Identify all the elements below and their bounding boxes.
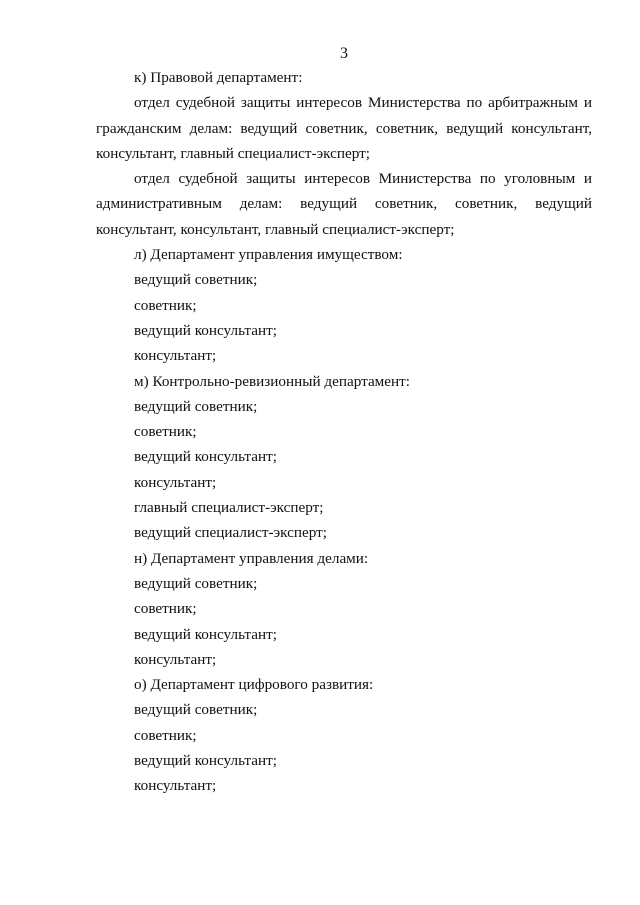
section-heading-audit: м) Контрольно-ревизионный департамент: (134, 372, 411, 390)
paragraph-criminal-dept: отдел судебной защиты интересов Министерства по уголовным и административным делам: ведущий советник, советник, ведущий консультант, консультант, главный специалист-эксперт; (96, 170, 592, 238)
list-item: ведущий советник; (134, 701, 258, 719)
list-item: ведущий консультант; (134, 321, 277, 339)
list-item: консультант; (134, 777, 217, 795)
page-number: 3 (340, 45, 348, 62)
list-item: консультант; (134, 347, 217, 365)
paragraph-arbitration-dept: отдел судебной защиты интересов Министерства по арбитражным и гражданским делам: ведущий советник, советник, ведущий консультант, консультант, главный специалист-эксперт; (96, 94, 592, 162)
list-item: консультант; (134, 650, 217, 668)
list-item: ведущий консультант; (134, 448, 277, 466)
list-item: ведущий советник; (134, 397, 258, 415)
list-item: советник; (134, 600, 197, 618)
section-heading-property: л) Департамент управления имуществом: (134, 246, 403, 264)
list-item: ведущий советник; (134, 271, 258, 289)
section-heading-legal: к) Правовой департамент: (134, 69, 303, 86)
list-item: ведущий специалист-эксперт; (134, 524, 327, 542)
list-item: ведущий советник; (134, 574, 258, 592)
document-body (96, 65, 592, 799)
list-item: советник; (134, 726, 197, 744)
section-heading-administration: н) Департамент управления делами: (134, 549, 369, 567)
list-item: ведущий консультант; (134, 752, 277, 770)
list-item: главный специалист-эксперт; (134, 499, 324, 517)
list-item: советник; (134, 296, 197, 314)
section-heading-digital: о) Департамент цифрового развития: (134, 676, 374, 694)
list-item: советник; (134, 423, 197, 441)
list-item: консультант; (134, 473, 217, 491)
list-item: ведущий консультант; (134, 625, 277, 643)
